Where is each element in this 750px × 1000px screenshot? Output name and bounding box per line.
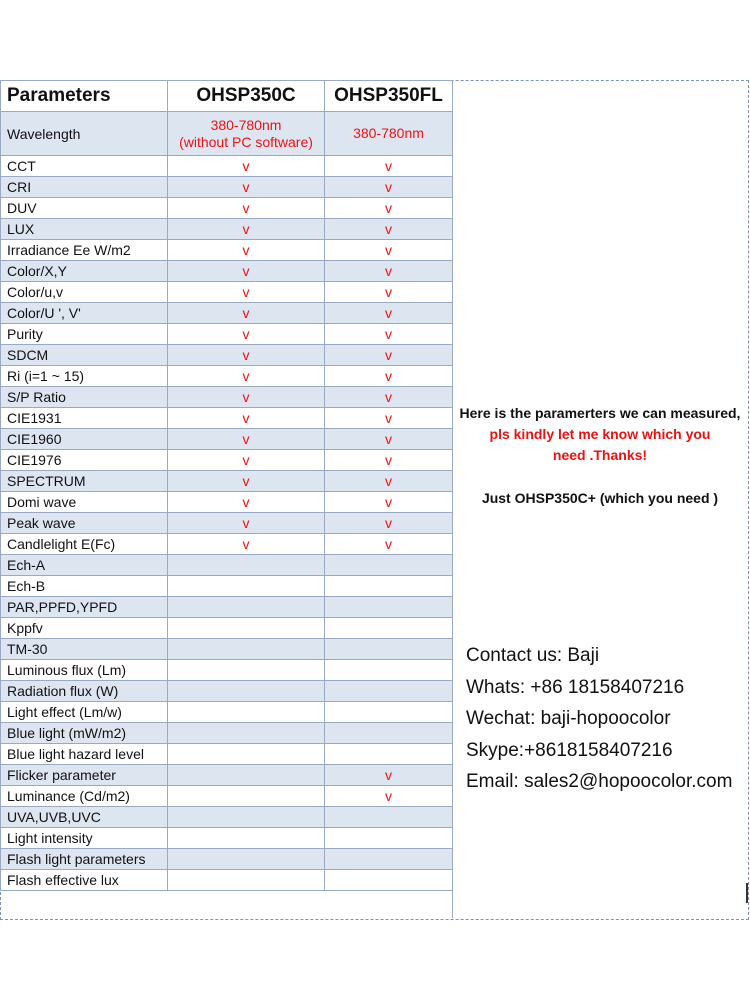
contact-wechat: Wechat: baji-hopoocolor (466, 708, 671, 729)
ohsp350c-support: v (168, 240, 325, 261)
note-line-2: pls kindly let me know which you (489, 426, 711, 442)
table-row (1, 345, 453, 366)
table-header-row (1, 81, 453, 112)
parameter-label: Peak wave (1, 513, 168, 534)
ohsp350c-support: v (168, 282, 325, 303)
ohsp350c-support (168, 870, 325, 891)
parameter-label: Ech-A (1, 555, 168, 576)
ohsp350fl-support (325, 723, 453, 744)
ohsp350c-support: v (168, 303, 325, 324)
wavelength-ohsp350fl: 380-780nm (325, 112, 453, 156)
ohsp350fl-support: v (325, 513, 453, 534)
ohsp350fl-support (325, 744, 453, 765)
ohsp350c-support (168, 576, 325, 597)
parameter-label: Kppfv (1, 618, 168, 639)
ohsp350fl-support: v (325, 471, 453, 492)
edge-mark (746, 883, 748, 903)
ohsp350fl-support (325, 639, 453, 660)
ohsp350c-support (168, 765, 325, 786)
ohsp350fl-support: v (325, 261, 453, 282)
wavelength-note-c: (without PC software) (179, 133, 313, 150)
parameter-label: Irradiance Ee W/m2 (1, 240, 168, 261)
table-row (1, 261, 453, 282)
parameter-label: SPECTRUM (1, 471, 168, 492)
ohsp350fl-support: v (325, 534, 453, 555)
wavelength-row (1, 112, 453, 156)
parameter-label: Luminous flux (Lm) (1, 660, 168, 681)
ohsp350c-support (168, 744, 325, 765)
note-line-4: Just OHSP350C+ (which you need ) (481, 490, 719, 506)
table-row (1, 177, 453, 198)
table-row (1, 849, 453, 870)
ohsp350fl-support (325, 597, 453, 618)
table-row (1, 744, 453, 765)
request-note (452, 403, 748, 509)
ohsp350c-support (168, 828, 325, 849)
ohsp350fl-support: v (325, 765, 453, 786)
ohsp350fl-support: v (325, 219, 453, 240)
parameter-label: Color/X,Y (1, 261, 168, 282)
wavelength-label: Wavelength (1, 112, 168, 156)
ohsp350fl-support: v (325, 786, 453, 807)
ohsp350fl-support (325, 828, 453, 849)
ohsp350c-support: v (168, 387, 325, 408)
ohsp350fl-support (325, 849, 453, 870)
header-ohsp350fl: OHSP350FL (325, 81, 453, 112)
parameter-label: DUV (1, 198, 168, 219)
ohsp350fl-support (325, 618, 453, 639)
note-line-3: need .Thanks! (552, 447, 648, 463)
table-row (1, 387, 453, 408)
parameter-label: Ech-B (1, 576, 168, 597)
ohsp350c-support (168, 555, 325, 576)
table-row (1, 639, 453, 660)
parameter-label: Light intensity (1, 828, 168, 849)
parameter-label: PAR,PPFD,YPFD (1, 597, 168, 618)
parameter-label: Flicker parameter (1, 765, 168, 786)
ohsp350c-support: v (168, 471, 325, 492)
parameter-label: Radiation flux (W) (1, 681, 168, 702)
ohsp350c-support: v (168, 513, 325, 534)
contact-name: Contact us: Baji (466, 645, 600, 666)
parameter-label: LUX (1, 219, 168, 240)
ohsp350c-support: v (168, 198, 325, 219)
table-row (1, 366, 453, 387)
ohsp350fl-support (325, 576, 453, 597)
parameter-label: Color/u,v (1, 282, 168, 303)
table-row (1, 681, 453, 702)
parameter-label: S/P Ratio (1, 387, 168, 408)
table-row (1, 786, 453, 807)
ohsp350fl-support: v (325, 303, 453, 324)
contact-whats: Whats: +86 18158407216 (466, 676, 685, 698)
ohsp350c-support: v (168, 534, 325, 555)
ohsp350fl-support: v (325, 408, 453, 429)
parameter-label: Purity (1, 324, 168, 345)
ohsp350fl-support (325, 702, 453, 723)
ohsp350fl-support (325, 660, 453, 681)
table-row (1, 303, 453, 324)
ohsp350c-support: v (168, 219, 325, 240)
parameter-label: TM-30 (1, 639, 168, 660)
ohsp350fl-support: v (325, 366, 453, 387)
table-row (1, 408, 453, 429)
ohsp350c-support (168, 618, 325, 639)
ohsp350fl-support: v (325, 492, 453, 513)
ohsp350c-support (168, 786, 325, 807)
contact-email: Email: sales2@hopoocolor.com (466, 771, 733, 792)
table-row (1, 723, 453, 744)
table-row (1, 471, 453, 492)
table-row (1, 702, 453, 723)
table-row (1, 597, 453, 618)
ohsp350fl-support (325, 870, 453, 891)
wavelength-ohsp350c (168, 112, 325, 156)
header-parameters: Parameters (1, 81, 168, 112)
ohsp350c-support (168, 807, 325, 828)
ohsp350c-support (168, 681, 325, 702)
table-row (1, 765, 453, 786)
table-row (1, 450, 453, 471)
table-row (1, 282, 453, 303)
table-row (1, 240, 453, 261)
table-row (1, 870, 453, 891)
parameter-label: CIE1976 (1, 450, 168, 471)
ohsp350fl-support: v (325, 429, 453, 450)
parameter-label: Ri (i=1 ~ 15) (1, 366, 168, 387)
ohsp350c-support: v (168, 345, 325, 366)
parameter-label: CIE1931 (1, 408, 168, 429)
ohsp350fl-support: v (325, 198, 453, 219)
ohsp350fl-support: v (325, 387, 453, 408)
table-row (1, 555, 453, 576)
ohsp350c-support: v (168, 429, 325, 450)
parameter-label: Domi wave (1, 492, 168, 513)
ohsp350c-support: v (168, 450, 325, 471)
parameter-label: Blue light hazard level (1, 744, 168, 765)
table-row (1, 198, 453, 219)
table-row (1, 219, 453, 240)
contact-block (466, 640, 732, 798)
parameter-label: CRI (1, 177, 168, 198)
ohsp350c-support (168, 597, 325, 618)
parameter-label: Flash light parameters (1, 849, 168, 870)
ohsp350fl-support: v (325, 177, 453, 198)
table-row (1, 828, 453, 849)
ohsp350c-support: v (168, 408, 325, 429)
ohsp350fl-support: v (325, 345, 453, 366)
parameter-label: Light effect (Lm/w) (1, 702, 168, 723)
header-ohsp350c: OHSP350C (168, 81, 325, 112)
table-row (1, 429, 453, 450)
ohsp350c-support (168, 639, 325, 660)
contact-skype: Skype:+8618158407216 (466, 739, 673, 761)
ohsp350c-support (168, 849, 325, 870)
ohsp350fl-support: v (325, 282, 453, 303)
note-line-1: Here is the paramerters we can measured, (459, 405, 741, 421)
ohsp350c-support: v (168, 324, 325, 345)
ohsp350fl-support: v (325, 156, 453, 177)
parameter-label: Candlelight E(Fc) (1, 534, 168, 555)
table-row (1, 324, 453, 345)
ohsp350fl-support: v (325, 450, 453, 471)
ohsp350c-support: v (168, 156, 325, 177)
parameter-label: UVA,UVB,UVC (1, 807, 168, 828)
wavelength-range-c: 380-780nm (210, 116, 282, 133)
parameter-label: Flash effective lux (1, 870, 168, 891)
table-row (1, 807, 453, 828)
parameter-label: SDCM (1, 345, 168, 366)
ohsp350c-support (168, 702, 325, 723)
ohsp350fl-support (325, 681, 453, 702)
parameter-label: CIE1960 (1, 429, 168, 450)
table-row (1, 534, 453, 555)
ohsp350c-support (168, 660, 325, 681)
parameter-label: CCT (1, 156, 168, 177)
table-row (1, 156, 453, 177)
parameter-label: Color/U ', V' (1, 303, 168, 324)
table-row (1, 618, 453, 639)
parameters-table (0, 80, 453, 891)
ohsp350c-support: v (168, 177, 325, 198)
table-row (1, 576, 453, 597)
table-row (1, 660, 453, 681)
parameter-label: Luminance (Cd/m2) (1, 786, 168, 807)
ohsp350fl-support: v (325, 324, 453, 345)
table-row (1, 492, 453, 513)
ohsp350c-support: v (168, 261, 325, 282)
ohsp350c-support (168, 723, 325, 744)
table-row (1, 513, 453, 534)
ohsp350fl-support (325, 555, 453, 576)
parameter-label: Blue light (mW/m2) (1, 723, 168, 744)
ohsp350fl-support (325, 807, 453, 828)
ohsp350c-support: v (168, 492, 325, 513)
ohsp350c-support: v (168, 366, 325, 387)
ohsp350fl-support: v (325, 240, 453, 261)
